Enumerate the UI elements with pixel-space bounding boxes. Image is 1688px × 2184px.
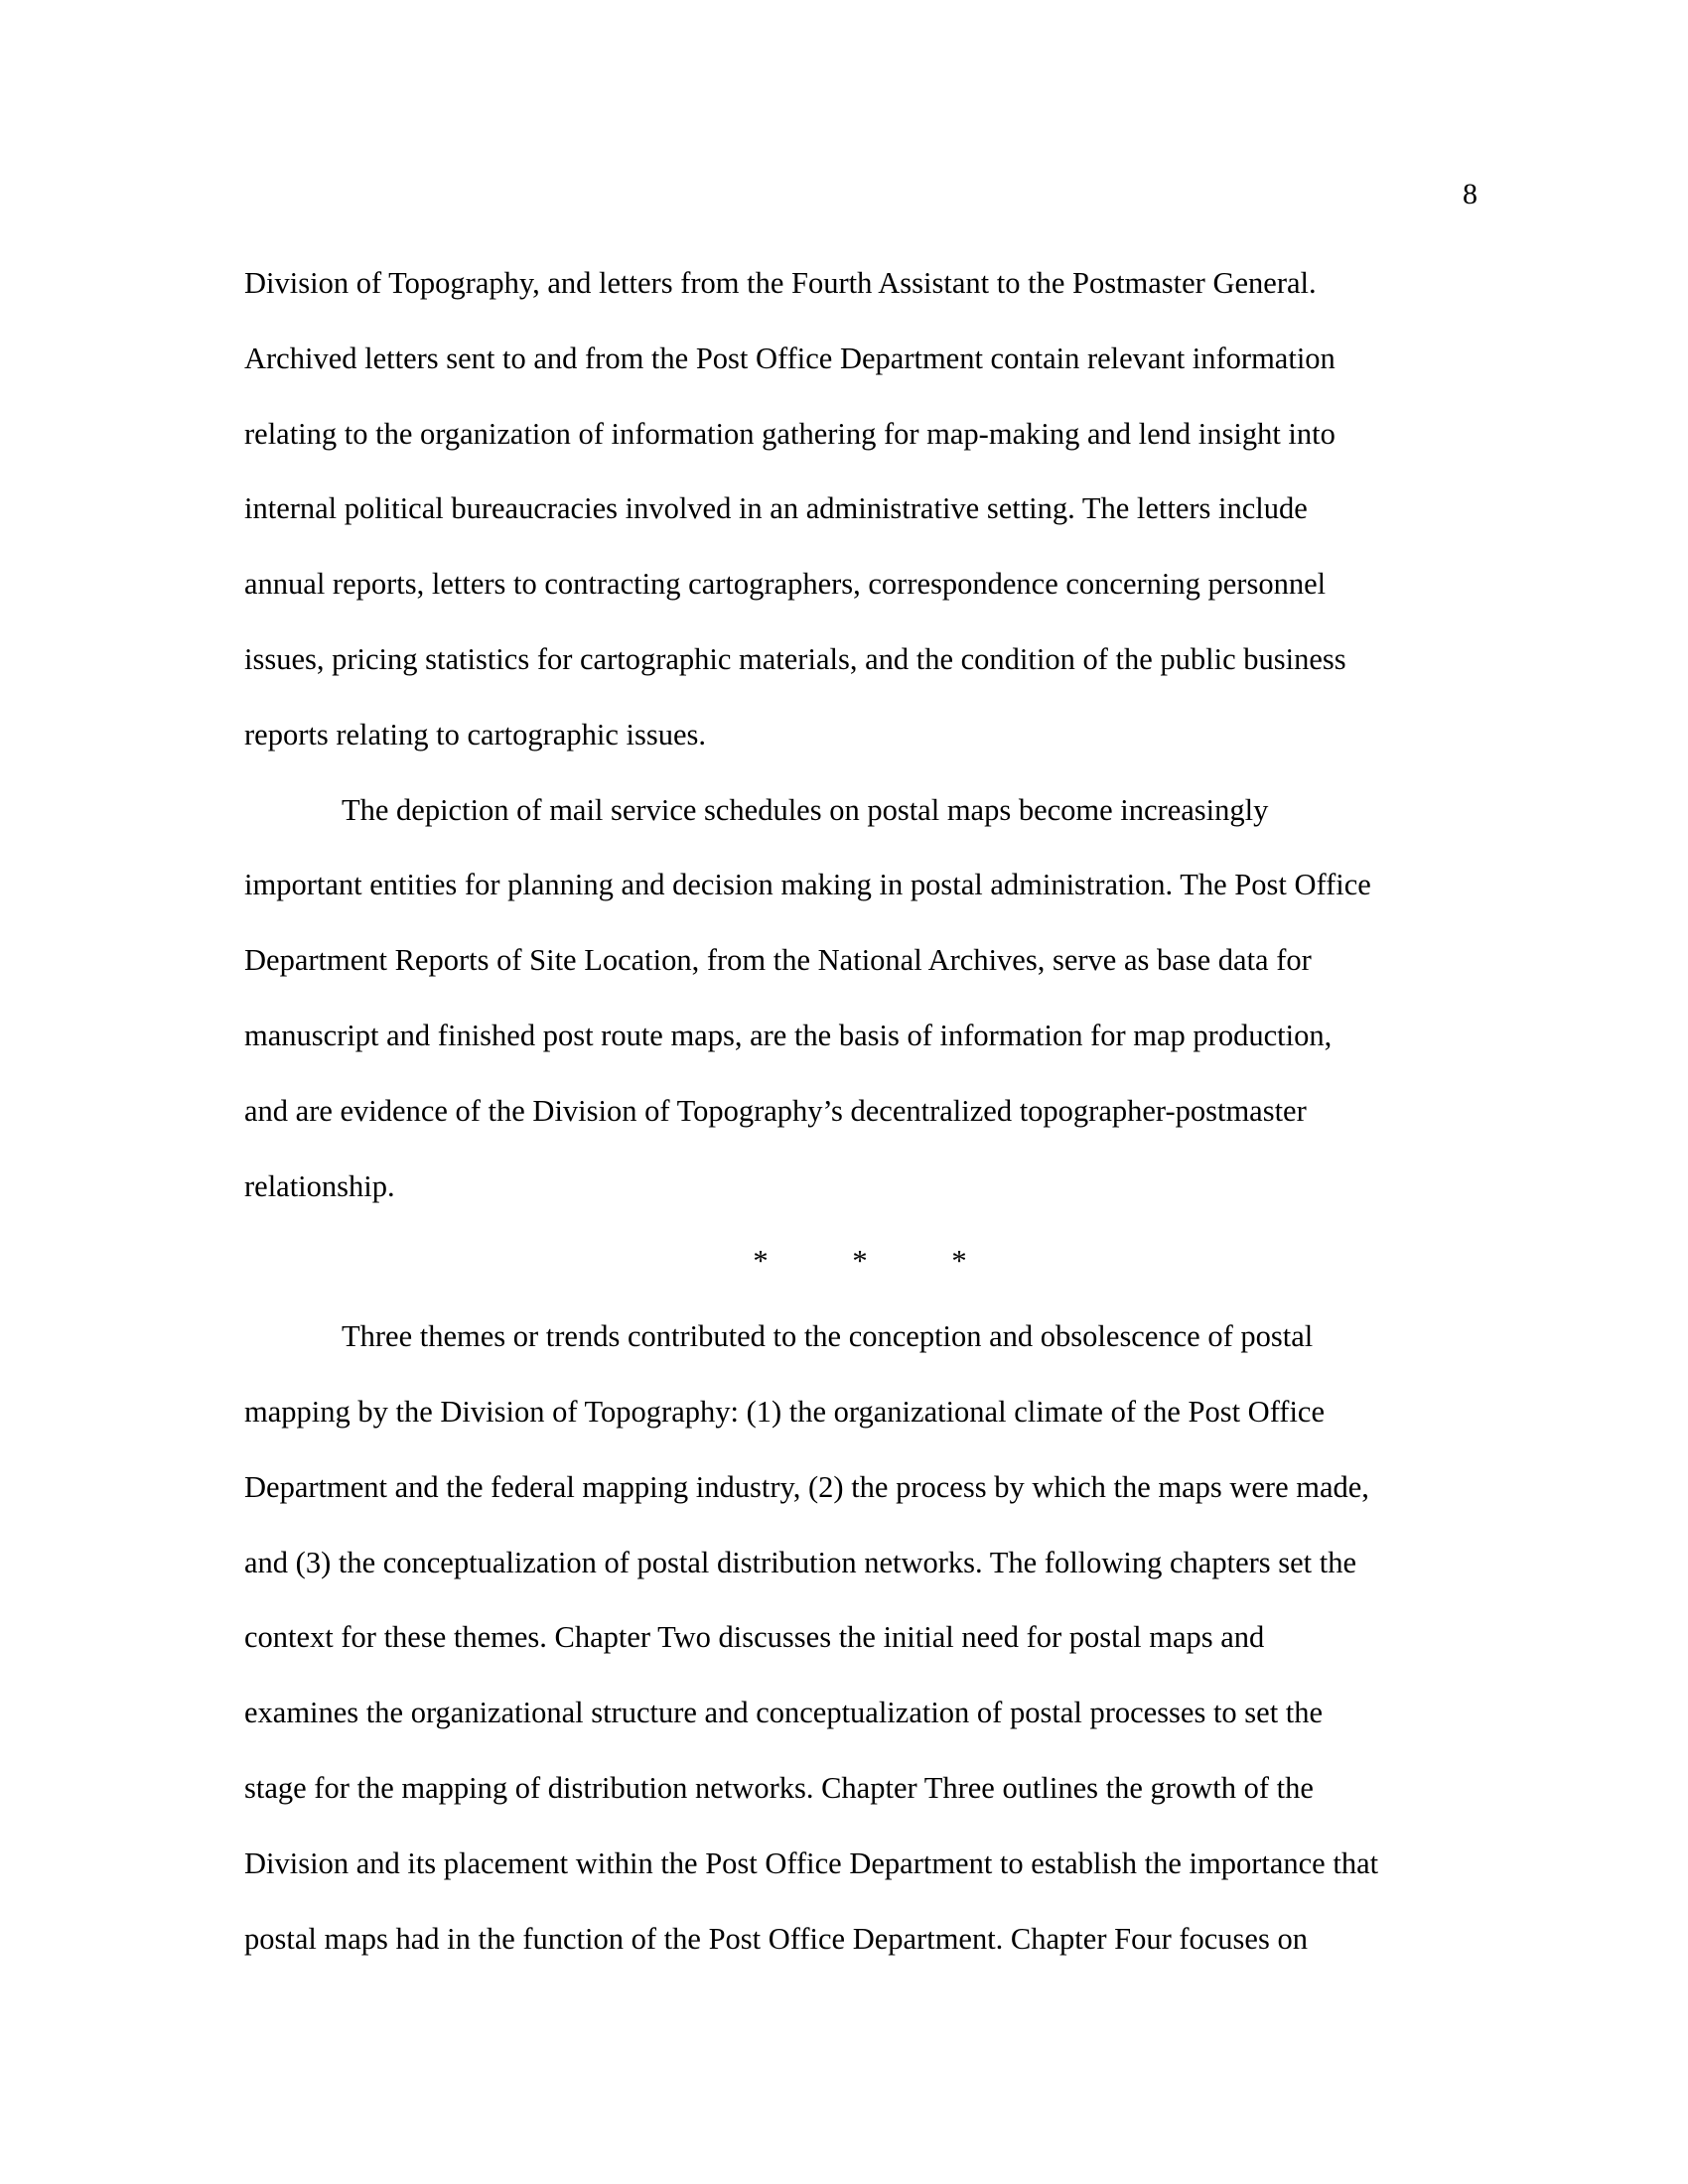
text-line: and (3) the conceptualization of postal distribution networks. The following chapters set the (244, 1545, 1357, 1579)
asterisk-mark: * (951, 1244, 967, 1279)
section-separator (244, 1224, 1476, 1299)
text-line: relationship. (244, 1168, 395, 1203)
text-line: mapping by the Division of Topography: (1) the organizational climate of the Post Office (244, 1394, 1326, 1429)
text-line: Division of Topography, and letters from the Fourth Assistant to the Postmaster General. (244, 266, 1317, 300)
text-line: internal political bureaucracies involved in an administrative setting. The letters include (244, 491, 1308, 526)
text-line: Archived letters sent to and from the Post Office Department contain relevant information (244, 341, 1336, 375)
text-line: important entities for planning and decision making in postal administration. The Post Office (244, 868, 1371, 902)
text-line: examines the organizational structure and conceptualization of postal processes to set the (244, 1696, 1324, 1730)
text-line: Division and its placement within the Post Office Department to establish the importance that (244, 1845, 1379, 1880)
text-line: Department Reports of Site Location, from the National Archives, serve as base data for (244, 943, 1312, 978)
text-line: Three themes or trends contributed to the conception and obsolescence of postal (342, 1319, 1314, 1354)
page-number: 8 (1463, 178, 1477, 210)
text-line: and are evidence of the Division of Topography’s decentralized topographer-postmaster (244, 1093, 1307, 1128)
asterisk-mark: * (852, 1244, 868, 1279)
text-line: manuscript and finished post route maps, are the basis of information for map production, (244, 1018, 1333, 1052)
paragraph-2 (244, 773, 1476, 1225)
text-line: postal maps had in the function of the Post Office Department. Chapter Four focuses on (244, 1921, 1308, 1956)
text-line: context for these themes. Chapter Two discusses the initial need for postal maps and (244, 1620, 1265, 1655)
paragraph-3 (244, 1299, 1476, 1977)
text-line: relating to the organization of information gathering for map-making and lend insight into (244, 416, 1336, 451)
text-line: reports relating to cartographic issues. (244, 717, 706, 751)
text-line: annual reports, letters to contracting cartographers, correspondence concerning personnel (244, 567, 1327, 602)
text-line: The depiction of mail service schedules on postal maps become increasingly (342, 792, 1269, 827)
document-body (244, 246, 1476, 1977)
paragraph-1 (244, 246, 1476, 773)
text-line: stage for the mapping of distribution networks. Chapter Three outlines the growth of the (244, 1770, 1314, 1805)
text-line: issues, pricing statistics for cartographic materials, and the condition of the public business (244, 641, 1346, 676)
text-line: Department and the federal mapping industry, (2) the process by which the maps were made, (244, 1469, 1369, 1504)
asterisk-mark: * (753, 1244, 769, 1279)
